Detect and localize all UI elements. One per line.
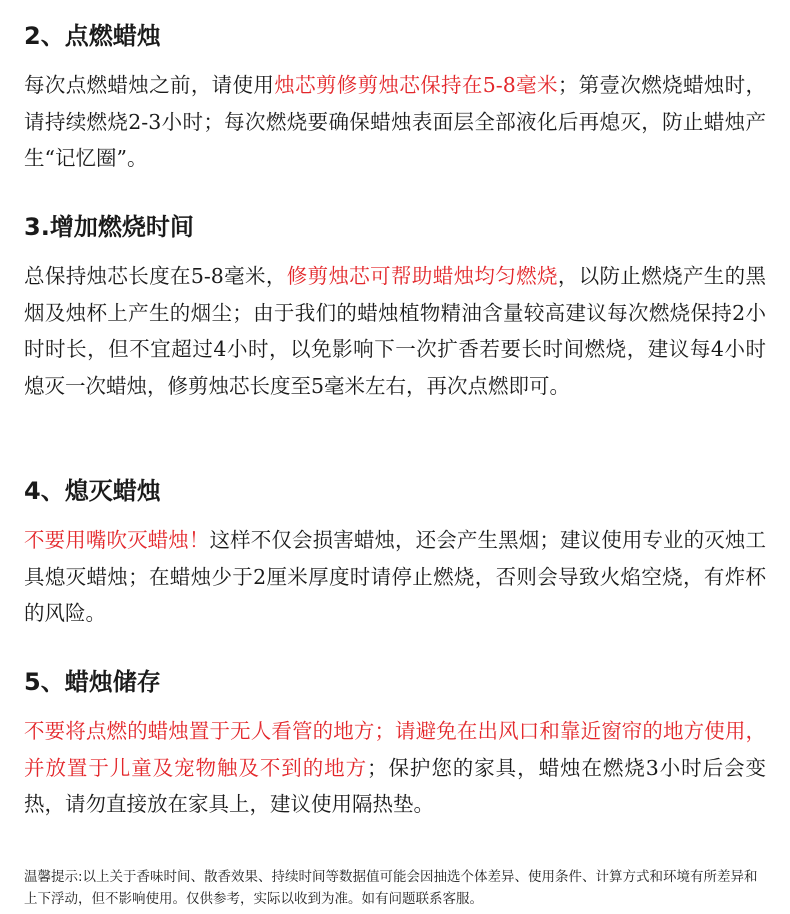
highlight-text: 修剪烛芯可帮助蜡烛均匀燃烧 (286, 264, 558, 288)
section-burn-time (24, 212, 766, 404)
highlight-text: 烛芯剪修剪烛芯保持在5-8毫米 (274, 73, 558, 97)
section-light-candle (24, 21, 766, 177)
section-title: 3.增加燃烧时间 (24, 213, 194, 241)
section-title: 2、点燃蜡烛 (24, 22, 161, 50)
section-body (24, 258, 766, 404)
body-text: 这样不仅会损害蜡烛，还会产生黑烟；建议使用专业的灭烛工具熄灭蜡烛；在蜡烛少于2厘米厚度时请停止燃烧，否则会导致火焰空烧，有炸杯的风险。 (24, 528, 767, 625)
body-text: 每次点燃蜡烛之前，请使用 (24, 73, 275, 97)
section-body (24, 713, 766, 823)
highlight-text: 不要用嘴吹灭蜡烛！ (24, 528, 210, 552)
section-body (24, 67, 766, 177)
body-text: ；保护您的家具，蜡烛在燃烧3小时后会变热，请勿直接放在家具上，建议使用隔热垫。 (24, 755, 767, 816)
section-storage (24, 667, 766, 823)
body-text: ；第壹次燃烧蜡烛时，请持续燃烧2-3小时；每次燃烧要确保蜡烛表面层全部液化后再熄灭，防止蜡烛产生“记忆圈”。 (24, 73, 766, 170)
body-text: ，以防止燃烧产生的黑烟及烛杯上产生的烟尘；由于我们的蜡烛植物精油含量较高建议每次燃烧保持2小时时长，但不宜超过4小时，以免影响下一次扩香若要长时间燃烧，建议每4小时熄灭一次蜡烛，修剪烛芯长度至5毫米左右，再次点燃即可。 (24, 264, 767, 398)
section-title: 5、蜡烛储存 (24, 668, 161, 696)
highlight-text: 不要将点燃的蜡烛置于无人看管的地方；请避免在出风口和靠近窗帘的地方使用，并放置于儿童及宠物触及不到的地方 (24, 719, 766, 780)
section-body (24, 522, 766, 632)
section-title: 4、熄灭蜡烛 (24, 477, 161, 505)
body-text: 总保持烛芯长度在5-8毫米， (24, 264, 287, 288)
disclaimer-note: 温馨提示:以上关于香味时间、散香效果、持续时间等数据值可能会因抽选个体差异、使用条件、计算方式和环境有所差异和上下浮动，但不影响使用。仅供参考，实际以收到为准。如有问题联系客服。 (24, 868, 758, 907)
section-extinguish (24, 476, 766, 632)
